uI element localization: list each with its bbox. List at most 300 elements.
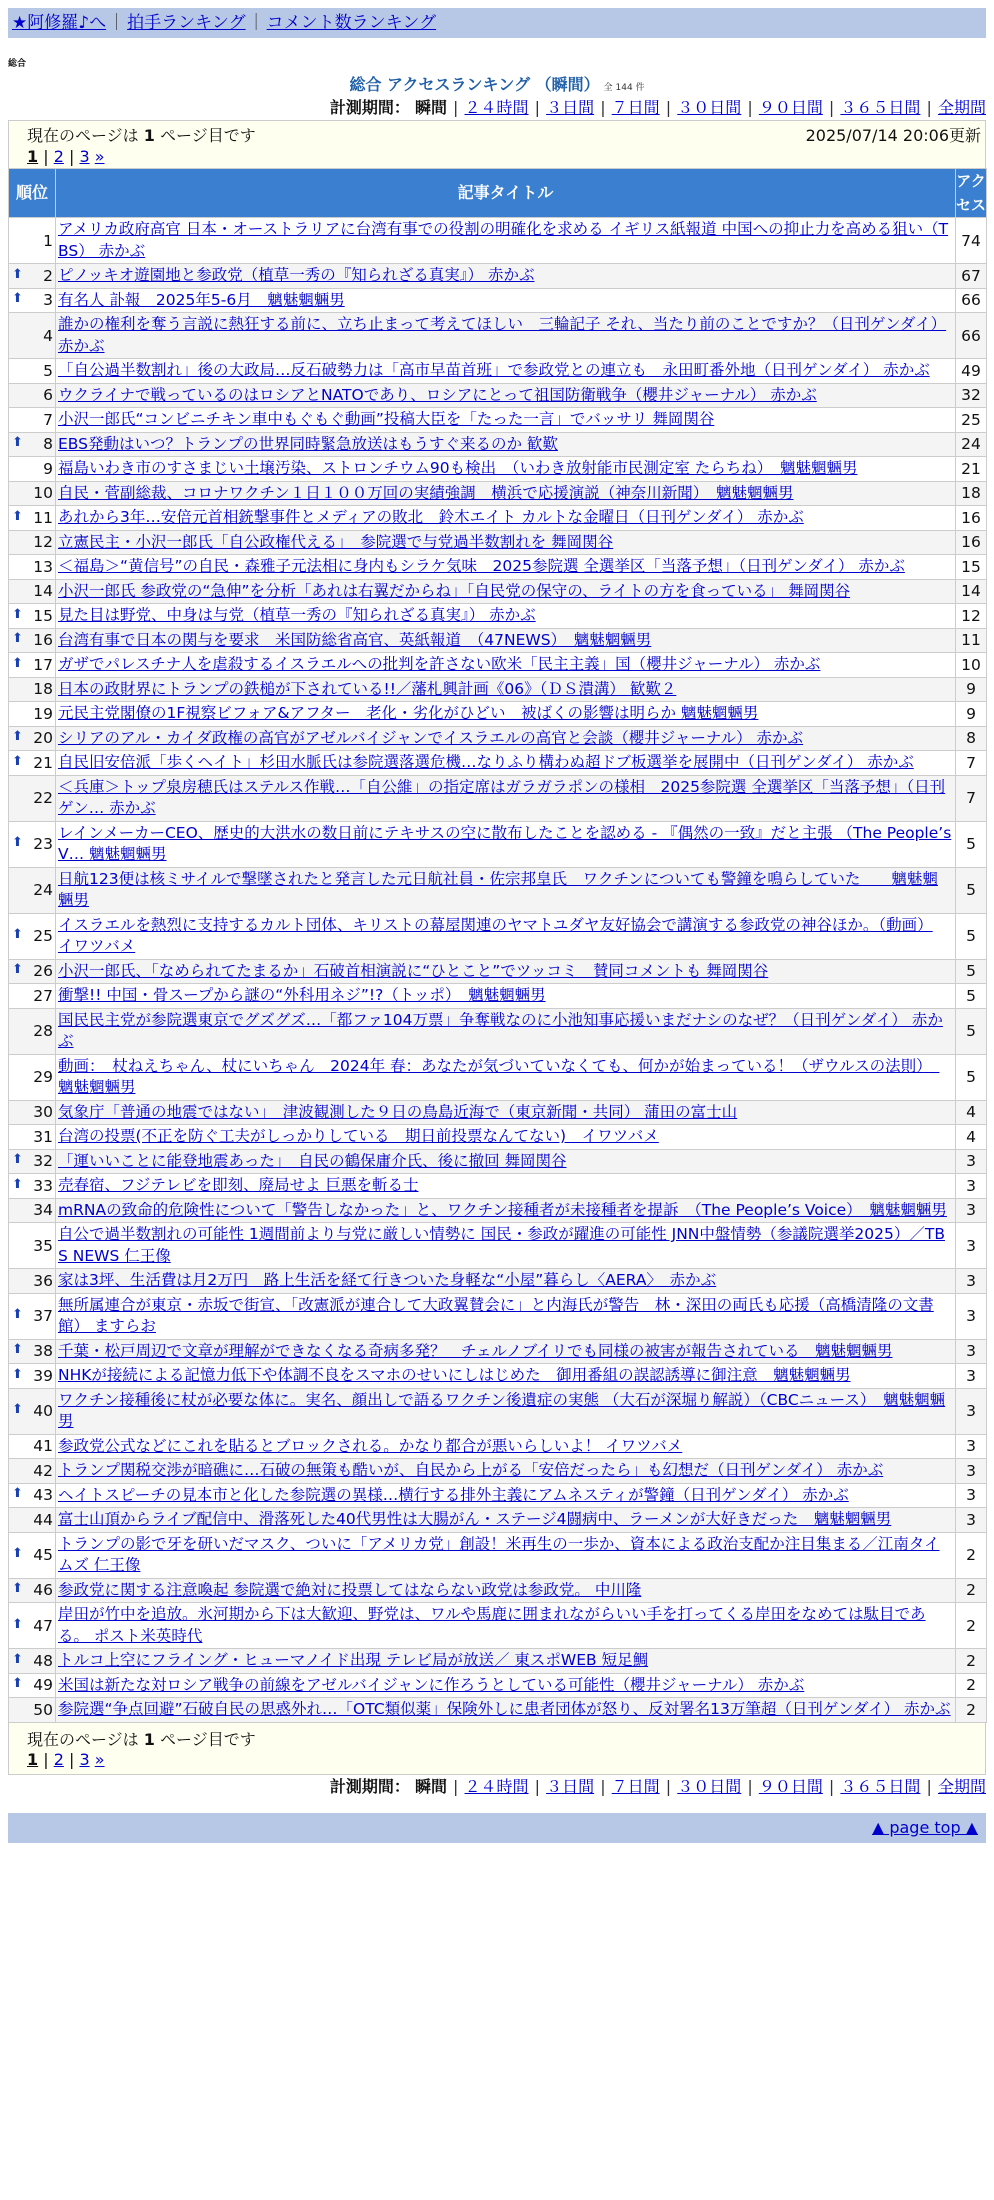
- rank-cell: [9, 432, 56, 457]
- top-nav-bar: [8, 8, 986, 38]
- rank-number: 48: [33, 1651, 53, 1670]
- article-link[interactable]: 千葉・松戸周辺で文章が理解ができなくなる奇病多発？ チェルノブイリでも同様の被害が報告されている 魑魅魍魎男: [58, 1341, 893, 1360]
- rank-number: 18: [33, 680, 53, 699]
- rank-cell: [9, 313, 56, 359]
- period-separator: |: [595, 1776, 611, 1796]
- table-row: [9, 432, 987, 457]
- rank-cell: [9, 702, 56, 727]
- access-count: 5: [956, 984, 987, 1009]
- article-link[interactable]: 有名人 訃報 2025年5-6月 魑魅魍魎男: [58, 290, 345, 309]
- access-count: 12: [956, 604, 987, 629]
- article-link[interactable]: 立憲民主・小沢一郎氏「自公政権代える」 参院選で与党過半数割れを 舞岡関谷: [58, 532, 614, 551]
- nav-separator: ｜: [108, 13, 126, 33]
- article-link[interactable]: 動画： 杖ねえちゃん、杖にいちゃん 2024年 春：あなたが気づいていなくても、何かが始まっている！（ザウルスの法則） 魑魅魍魎男: [58, 1056, 940, 1096]
- rank-cell: [9, 1198, 56, 1223]
- access-count: 66: [956, 313, 987, 359]
- pagination: [27, 147, 967, 166]
- article-link[interactable]: 米国は新たな対ロシア戦争の前線をアゼルバイジャンに作ろうとしている可能性（櫻井ジャーナル） 赤かぶ: [58, 1675, 805, 1694]
- title-cell: [56, 1578, 956, 1603]
- article-link[interactable]: 参政党公式などにこれを貼るとブロックされる。かなり都合が悪いらしいよ！ イワツバメ: [58, 1436, 683, 1455]
- access-count: 2: [956, 1603, 987, 1649]
- article-link[interactable]: 家は3坪、生活費は月2万円 路上生活を経て行きついた身軽な“小屋”暮らし〈AERA〉 赤かぶ: [58, 1271, 717, 1289]
- home-link[interactable]: ★阿修羅♪へ: [12, 13, 107, 33]
- up-arrow-icon: ⬆: [12, 962, 23, 978]
- rank-number: 30: [33, 1103, 53, 1122]
- up-arrow-icon: ⬆: [12, 606, 23, 622]
- table-row: [9, 1532, 987, 1578]
- table-row: [9, 1434, 987, 1459]
- title-cell: [56, 1364, 956, 1389]
- table-row: [9, 1388, 987, 1434]
- title-cell: [56, 1339, 956, 1364]
- table-row: [9, 1269, 987, 1294]
- rank-cell: [9, 984, 56, 1009]
- period-option-2[interactable]: ７日間: [611, 1776, 660, 1796]
- rank-number: 13: [33, 557, 53, 576]
- up-arrow-icon: ⬆: [12, 1176, 23, 1192]
- rank-cell: [9, 821, 56, 867]
- table-row: [9, 1603, 987, 1649]
- comment-ranking-link[interactable]: コメント数ランキング: [266, 13, 437, 33]
- rank-cell: [9, 1673, 56, 1698]
- current-page-suffix: ページ目です: [154, 126, 256, 145]
- rank-cell: [9, 677, 56, 702]
- rank-number: 4: [43, 326, 53, 345]
- rank-number: 12: [33, 533, 53, 552]
- article-link[interactable]: 国民民主党が参院選東京でグズグズ…「都ファ104万票」争奪戦なのに小池知事応援いまだナシのなぜ？（日刊ゲンダイ） 赤かぶ: [58, 1010, 943, 1050]
- table-row: [9, 288, 987, 313]
- rank-cell: [9, 530, 56, 555]
- access-count: 2: [956, 1578, 987, 1603]
- title-cell: [56, 1532, 956, 1578]
- rank-cell: [9, 1293, 56, 1339]
- title-cell: [56, 359, 956, 384]
- article-link[interactable]: mRNAの致命的危険性について「警告しなかった」と、ワクチン接種者が未接種者を提訴 （The People’s Voice） 魑魅魍魎男: [58, 1200, 947, 1219]
- table-row: [9, 1673, 987, 1698]
- title-cell: [56, 775, 956, 821]
- table-row: [9, 359, 987, 384]
- rank-cell: [9, 408, 56, 433]
- article-link[interactable]: 台湾の投票(不正を防ぐ工夫がしっかりしている 期日前投票なんてない) イワツバメ: [58, 1127, 659, 1145]
- period-separator: |: [447, 1776, 464, 1796]
- rank-number: 43: [33, 1486, 53, 1505]
- access-count: 7: [956, 775, 987, 821]
- rank-number: 6: [43, 386, 53, 405]
- rank-number: 29: [33, 1068, 53, 1086]
- article-link[interactable]: 福島いわき市のすさまじい土壌汚染、ストロンチウム90も検出 （いわき放射能市民測定室 たらちね） 魑魅魍魎男: [58, 459, 858, 477]
- title-cell: [56, 1125, 956, 1150]
- current-page-text: [27, 1727, 967, 1750]
- title-cell: [56, 1673, 956, 1698]
- rank-cell: [9, 1649, 56, 1674]
- rank-cell: [9, 1054, 56, 1100]
- access-count: 2: [956, 1649, 987, 1674]
- pager-separator: |: [63, 1749, 80, 1769]
- up-arrow-icon: ⬆: [12, 1486, 23, 1502]
- article-link[interactable]: NHKが接続による記憶力低下や体調不良をスマホのせいにしはじめた 御用番組の誤認誘導に御注意 魑魅魍魎男: [58, 1366, 851, 1384]
- rank-number: 2: [43, 266, 53, 285]
- rank-number: 49: [33, 1676, 53, 1695]
- rank-cell: [9, 288, 56, 313]
- title-cell: [56, 506, 956, 531]
- access-count: 3: [956, 1364, 987, 1389]
- rank-number: 40: [33, 1402, 53, 1420]
- rank-cell: [9, 913, 56, 959]
- access-count: 3: [956, 1508, 987, 1533]
- rank-number: 41: [33, 1437, 53, 1456]
- access-count: 3: [956, 1174, 987, 1199]
- rank-number: 24: [33, 881, 53, 899]
- up-arrow-icon: ⬆: [12, 1402, 23, 1417]
- up-arrow-icon: ⬆: [12, 1366, 23, 1382]
- article-link[interactable]: ワクチン接種後に杖が必要な体に。実名、顔出しで語るワクチン後遺症の実態 （大石が深堀り解説）（CBCニュース） 魑魅魍魎男: [58, 1390, 946, 1430]
- table-row: [9, 821, 987, 867]
- article-link[interactable]: 富士山頂からライブ配信中、滑落死した40代男性は大腸がん・ステージ4闘病中、ラーメンが大好きだった 魑魅魍魎男: [58, 1510, 892, 1528]
- total-count: 全 144 件: [603, 83, 645, 93]
- title-cell: [56, 821, 956, 867]
- table-row: [9, 1008, 987, 1054]
- up-arrow-icon: ⬆: [12, 266, 23, 282]
- pager-current-page: 1: [27, 1749, 39, 1769]
- period-separator: |: [529, 1776, 546, 1796]
- period-option-5[interactable]: ３６５日間: [840, 1776, 921, 1796]
- rank-cell: [9, 1339, 56, 1364]
- ranking-table: [8, 168, 987, 1723]
- rank-cell: [9, 628, 56, 653]
- pager-page-link[interactable]: 2: [53, 1749, 64, 1769]
- rank-number: 42: [33, 1461, 53, 1480]
- page-info-top: [8, 120, 986, 168]
- article-link[interactable]: レインメーカーCEO、歴史的大洪水の数日前にテキサスの空に散布したことを認める - 『偶然の一致』だと主張 （The People’s V… 魑魅魍魎男: [58, 823, 952, 863]
- article-link[interactable]: 小沢一郎氏 参政党の“急伸”を分析「あれは右翼だからね」「自民党の保守の、ライトの方を食っている」 舞岡関谷: [58, 581, 851, 600]
- title-cell: [56, 751, 956, 776]
- pager-current-page: 1: [27, 147, 39, 166]
- period-option-0[interactable]: ２４時間: [464, 98, 529, 117]
- access-count: 9: [956, 677, 987, 702]
- nav-separator: ｜: [247, 13, 265, 33]
- rank-cell: [9, 555, 56, 580]
- period-separator: |: [742, 98, 758, 117]
- period-label: 計測期間：: [329, 1776, 410, 1796]
- access-count: 49: [956, 359, 987, 384]
- article-link[interactable]: 参政党に関する注意喚起 参院選で絶対に投票してはならない政党は参政党。 中川隆: [58, 1580, 642, 1599]
- article-link[interactable]: 小沢一郎氏“コンビニチキン車中もぐもぐ動画”投稿大臣を「たった一言」でバッサリ 舞岡関谷: [58, 410, 715, 428]
- article-link[interactable]: 自民・菅副総裁、コロナワクチン１日１００万回の実績強調 横浜で応援演説（神奈川新聞） 魑魅魍魎男: [58, 483, 794, 502]
- title-cell: [56, 457, 956, 482]
- access-count: 3: [956, 1223, 987, 1269]
- article-link[interactable]: 参院選“争点回避”石破自民の思惑外れ…「OTC類似薬」保険外しに患者団体が怒り、反対署名13万筆超（日刊ゲンダイ） 赤かぶ: [58, 1700, 951, 1718]
- access-count: 32: [956, 383, 987, 408]
- access-count: 18: [956, 481, 987, 506]
- rank-number: 8: [43, 435, 53, 454]
- rank-number: 35: [33, 1236, 53, 1255]
- article-link[interactable]: イスラエルを熱烈に支持するカルト団体、キリストの幕屋関連のヤマトユダヤ友好協会で講演する参政党の神谷ほか。（動画） イワツバメ: [58, 915, 933, 955]
- title-cell: [56, 867, 956, 913]
- updated-timestamp: 2025/07/14 20:06更新: [805, 126, 981, 145]
- rank-number: 27: [33, 986, 53, 1005]
- pager-separator: |: [38, 1749, 54, 1769]
- rank-number: 22: [33, 789, 53, 807]
- access-count: 16: [956, 506, 987, 531]
- access-count: 3: [956, 1339, 987, 1364]
- title-cell: [56, 1603, 956, 1649]
- clap-ranking-link[interactable]: 拍手ランキング: [127, 13, 246, 33]
- period-separator: |: [529, 98, 546, 117]
- rank-number: 25: [33, 927, 53, 945]
- rank-number: 15: [33, 606, 53, 625]
- period-option-1[interactable]: ３日間: [546, 1776, 595, 1796]
- period-option-4[interactable]: ９０日間: [758, 98, 823, 117]
- rank-number: 31: [33, 1127, 53, 1146]
- pager-page-link[interactable]: 2: [53, 147, 64, 166]
- article-link[interactable]: 売春宿、フジテレビを即刻、廃局せよ 巨悪を斬る士: [58, 1176, 419, 1194]
- article-link[interactable]: 衝撃!! 中国・骨スープから謎の“外科用ネジ”!?（トッポ） 魑魅魍魎男: [58, 986, 546, 1004]
- up-arrow-icon: ⬆: [12, 1307, 23, 1322]
- period-option-3[interactable]: ３０日間: [677, 1776, 742, 1796]
- article-link[interactable]: ＜兵庫＞トップ泉房穂氏はステルス作戦…「自公維」の指定席はガラガラポンの様相 2025参院選 全選挙区「当落予想」（日刊ゲン… 赤かぶ: [58, 777, 946, 817]
- title-cell: [56, 530, 956, 555]
- rank-cell: [9, 481, 56, 506]
- period-selector: [8, 1775, 986, 1799]
- rank-number: 32: [33, 1152, 53, 1171]
- article-link[interactable]: ピノッキオ遊園地と参政党（植草一秀の『知られざる真実』） 赤かぶ: [58, 266, 535, 284]
- rank-number: 21: [33, 753, 53, 772]
- period-separator: |: [742, 1776, 758, 1796]
- rank-number: 9: [43, 459, 53, 478]
- table-row: [9, 702, 987, 727]
- rank-cell: [9, 1174, 56, 1199]
- rank-cell: [9, 653, 56, 678]
- rank-cell: [9, 359, 56, 384]
- title-cell: [56, 702, 956, 727]
- article-link[interactable]: 「自公過半数割れ」後の大政局…反石破勢力は「高市早苗首班」で参政党との連立も 永田町番外地（日刊ゲンダイ） 赤かぶ: [58, 361, 930, 379]
- article-link[interactable]: あれから3年…安倍元首相銃撃事件とメディアの敗北 鈴木エイト カルトな金曜日（日刊ゲンダイ） 赤かぶ: [58, 508, 804, 526]
- article-link[interactable]: アメリカ政府高官 日本・オーストラリアに台湾有事での役割の明確化を求める イギリス紙報道 中国への抑止力を高める狙い（TBS） 赤かぶ: [58, 220, 949, 260]
- period-label: 計測期間：: [329, 98, 410, 117]
- rank-number: 17: [33, 655, 53, 674]
- article-link[interactable]: 小沢一郎氏、「なめられてたまるか」石破首相演説に“ひとこと”でツッコミ 賛同コメントも 舞岡関谷: [58, 961, 769, 980]
- current-page-prefix: 現在のページは: [27, 126, 144, 145]
- rank-number: 1: [43, 231, 53, 250]
- rank-cell: [9, 1434, 56, 1459]
- access-count: 3: [956, 1459, 987, 1484]
- rank-cell: [9, 1364, 56, 1389]
- header-title: 記事タイトル: [56, 169, 956, 218]
- table-row: [9, 726, 987, 751]
- rank-cell: [9, 1388, 56, 1434]
- table-row: [9, 959, 987, 984]
- article-link[interactable]: 気象庁「普通の地震ではない」 津波観測した９日の鳥島近海で（東京新聞・共同） 蒲田の富士山: [58, 1102, 738, 1121]
- access-count: 3: [956, 1434, 987, 1459]
- article-link[interactable]: 見た目は野党、中身は与党（植草一秀の『知られざる真実』） 赤かぶ: [58, 606, 536, 624]
- current-page-suffix: ページ目です: [154, 1729, 256, 1749]
- table-row: [9, 555, 987, 580]
- pager-separator: |: [63, 147, 80, 166]
- current-page-number: 1: [143, 126, 155, 145]
- up-arrow-icon: ⬆: [12, 1152, 23, 1168]
- table-row: [9, 457, 987, 482]
- rank-cell: [9, 1578, 56, 1603]
- title-cell: [56, 1100, 956, 1125]
- article-link[interactable]: 誰かの権利を奪う言説に熱狂する前に、立ち止まって考えてほしい 三輪記子 それ、当たり前のことですか？（日刊ゲンダイ） 赤かぶ: [58, 315, 947, 355]
- up-arrow-icon: ⬆: [12, 631, 23, 647]
- access-count: 4: [956, 1100, 987, 1125]
- page-info-bottom: [8, 1723, 986, 1775]
- title-cell: [56, 677, 956, 702]
- article-link[interactable]: 日航123便は核ミサイルで撃墜されたと発言した元日航社員・佐宗邦皇氏 ワクチンについても警鐘を鳴らしていた 魑魅魍魎男: [58, 869, 938, 909]
- rank-cell: [9, 1149, 56, 1174]
- rank-number: 39: [33, 1366, 53, 1385]
- access-count: 3: [956, 1483, 987, 1508]
- period-separator: |: [921, 98, 937, 117]
- article-link[interactable]: 台湾有事で日本の関与を要求 米国防総省高官、英紙報道 （47NEWS） 魑魅魍魎男: [58, 630, 652, 649]
- rank-number: 10: [33, 484, 53, 503]
- page-top-link[interactable]: ▲ page top ▲: [871, 1817, 978, 1837]
- title-cell: [56, 726, 956, 751]
- table-row: [9, 1198, 987, 1223]
- up-arrow-icon: ⬆: [12, 1676, 23, 1692]
- period-separator: |: [595, 98, 611, 117]
- article-link[interactable]: 自公で過半数割れの可能性 1週間前より与党に厳しい情勢に 国民・参政が躍進の可能性 JNN中盤情勢（参議院選挙2025）／TBS NEWS 仁王像: [58, 1225, 945, 1265]
- table-row: [9, 1698, 987, 1723]
- table-row: [9, 1364, 987, 1389]
- period-option-5[interactable]: ３６５日間: [840, 98, 921, 117]
- article-link[interactable]: 自民旧安倍派「歩くヘイト」杉田水脈氏は参院選落選危機…なりふり構わぬ超ドブ板選挙を展開中（日刊ゲンダイ） 赤かぶ: [58, 753, 914, 771]
- title-cell: [56, 1508, 956, 1533]
- pager-page-link[interactable]: 3: [79, 1749, 90, 1769]
- access-count: 25: [956, 408, 987, 433]
- rank-number: 46: [33, 1581, 53, 1600]
- access-count: 8: [956, 726, 987, 751]
- title-cell: [56, 1483, 956, 1508]
- rank-cell: [9, 751, 56, 776]
- up-arrow-icon: ⬆: [12, 1651, 23, 1667]
- rank-cell: [9, 867, 56, 913]
- up-arrow-icon: ⬆: [12, 729, 23, 745]
- table-row: [9, 867, 987, 913]
- rank-cell: [9, 218, 56, 264]
- article-link[interactable]: 無所属連合が東京・赤坂で街宣、「改憲派が連合して大政翼賛会に」と内海氏が警告 林・深田の両氏も応援（高橋清隆の文書館） ますらお: [58, 1295, 934, 1335]
- article-link[interactable]: ガザでパレスチナ人を虐殺するイスラエルへの批判を許さない欧米「民主主義」国（櫻井ジャーナル） 赤かぶ: [58, 655, 821, 673]
- period-option-6[interactable]: 全期間: [937, 1776, 986, 1796]
- rank-number: 3: [43, 291, 53, 310]
- article-link[interactable]: EBS発動はいつ？トランプの世界同時緊急放送はもうすぐ来るのか 歓歎: [58, 434, 558, 453]
- period-option-1[interactable]: ３日間: [546, 98, 595, 117]
- table-row: [9, 653, 987, 678]
- rank-number: 37: [33, 1307, 53, 1325]
- pager-next-link[interactable]: »: [94, 147, 105, 166]
- access-count: 67: [956, 264, 987, 289]
- table-row: [9, 530, 987, 555]
- title-cell: [56, 604, 956, 629]
- rank-cell: [9, 726, 56, 751]
- title-cell: [56, 1269, 956, 1294]
- title-cell: [56, 653, 956, 678]
- access-count: 3: [956, 1388, 987, 1434]
- period-current: 瞬間: [414, 1776, 447, 1796]
- table-row: [9, 1483, 987, 1508]
- title-cell: [56, 1459, 956, 1484]
- pager-page-link[interactable]: 3: [79, 147, 90, 166]
- rank-number: 47: [33, 1616, 53, 1635]
- table-row: [9, 1459, 987, 1484]
- rank-cell: [9, 959, 56, 984]
- rank-cell: [9, 506, 56, 531]
- title-cell: [56, 1698, 956, 1723]
- table-header-row: [9, 169, 987, 218]
- pager-next-link[interactable]: »: [94, 1749, 105, 1769]
- article-link[interactable]: ウクライナで戦っているのはロシアとNATOであり、ロシアにとって祖国防衛戦争（櫻井ジャーナル） 赤かぶ: [58, 385, 817, 404]
- table-row: [9, 1149, 987, 1174]
- period-option-2[interactable]: ７日間: [611, 98, 660, 117]
- header-rank: 順位: [9, 169, 56, 218]
- access-count: 5: [956, 1008, 987, 1054]
- ranking-title-row: [8, 74, 986, 96]
- table-row: [9, 1054, 987, 1100]
- article-link[interactable]: シリアのアル・カイダ政権の高官がアゼルバイジャンでイスラエルの高官と会談（櫻井ジャーナル） 赤かぶ: [58, 728, 804, 747]
- article-link[interactable]: ヘイトスピーチの見本市と化した参院選の異様…横行する排外主義にアムネスティが警鐘（日刊ゲンダイ） 赤かぶ: [58, 1485, 849, 1504]
- footer-bar: [8, 1813, 986, 1843]
- header-access: アクセス: [956, 169, 987, 218]
- table-row: [9, 506, 987, 531]
- period-option-0[interactable]: ２４時間: [464, 1776, 529, 1796]
- table-row: [9, 1508, 987, 1533]
- up-arrow-icon: ⬆: [12, 435, 23, 451]
- table-row: [9, 604, 987, 629]
- table-row: [9, 264, 987, 289]
- period-separator: |: [447, 98, 464, 117]
- rank-number: 7: [43, 410, 53, 429]
- table-row: [9, 1223, 987, 1269]
- table-row: [9, 1100, 987, 1125]
- rank-cell: [9, 1269, 56, 1294]
- pager-separator: |: [38, 147, 54, 166]
- access-count: 14: [956, 579, 987, 604]
- article-link[interactable]: トランプ関税交渉が暗礁に…石破の無策も酷いが、自民から上がる「安倍だったら」も幻想だ（日刊ゲンダイ） 赤かぶ: [58, 1461, 884, 1479]
- access-count: 10: [956, 653, 987, 678]
- rank-number: 38: [33, 1342, 53, 1361]
- rank-cell: [9, 457, 56, 482]
- access-count: 66: [956, 288, 987, 313]
- rank-cell: [9, 1603, 56, 1649]
- access-count: 5: [956, 867, 987, 913]
- rank-cell: [9, 1459, 56, 1484]
- table-row: [9, 383, 987, 408]
- rank-cell: [9, 1698, 56, 1723]
- period-option-6[interactable]: 全期間: [937, 98, 986, 117]
- title-cell: [56, 1149, 956, 1174]
- article-link[interactable]: 「運いいことに能登地震あった」 自民の鶴保庸介氏、後に撤回 舞岡関谷: [58, 1151, 567, 1170]
- rank-cell: [9, 1125, 56, 1150]
- article-link[interactable]: ＜福島＞“黄信号”の自民・森雅子元法相に身内もシラケ気味 2025参院選 全選挙区「当落予想」（日刊ゲンダイ） 赤かぶ: [58, 557, 905, 575]
- rank-cell: [9, 775, 56, 821]
- access-count: 2: [956, 1532, 987, 1578]
- article-link[interactable]: 岸田が竹中を追放。氷河期から下は大歓迎、野党は、ワルや馬鹿に囲まれながらいい手を打ってくる岸田をなめては駄目である。 ポスト米英時代: [58, 1605, 926, 1645]
- rank-number: 20: [33, 729, 53, 748]
- access-count: 3: [956, 1198, 987, 1223]
- up-arrow-icon: ⬆: [12, 1546, 23, 1561]
- article-link[interactable]: トルコ上空にフライング・ヒューマノイド出現 テレビ局が放送／ 東スポWEB 短足鯛: [58, 1651, 649, 1669]
- title-cell: [56, 218, 956, 264]
- title-cell: [56, 1649, 956, 1674]
- rank-cell: [9, 1508, 56, 1533]
- period-option-3[interactable]: ３０日間: [677, 98, 742, 117]
- article-link[interactable]: 日本の政財界にトランプの鉄槌が下されている!!／藩札興計画《06》（ＤＳ潰溝） 歓歎２: [58, 679, 677, 698]
- article-link[interactable]: トランプの影で牙を研いだマスク、ついに「アメリカ党」創設！米再生の一歩か、資本による政治支配か注目集まる／江南タイムズ 仁王像: [58, 1534, 940, 1574]
- article-link[interactable]: 元民主党閣僚の1F視察ビフォア&アフター 老化・劣化がひどい 被ばくの影響は明らか 魑魅魍魎男: [58, 704, 759, 722]
- page-wrapper: [8, 8, 986, 1843]
- period-option-4[interactable]: ９０日間: [758, 1776, 823, 1796]
